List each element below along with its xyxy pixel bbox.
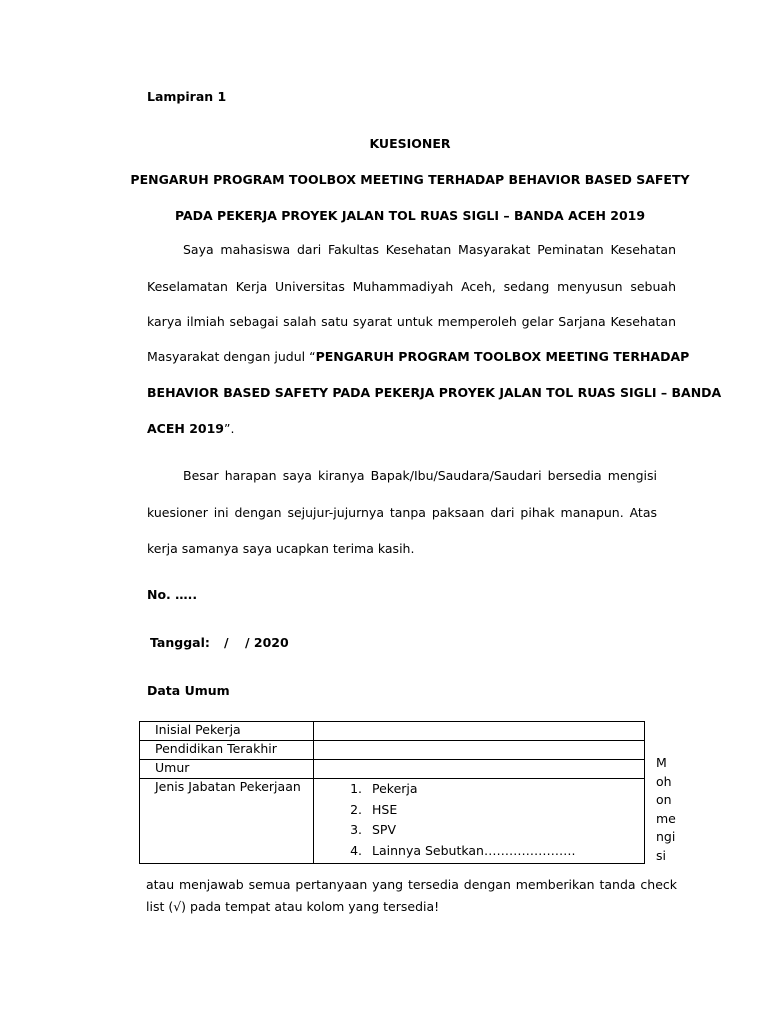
subtitle-line-1: PENGARUH PROGRAM TOOLBOX MEETING TERHADAP BEHAVIOR BASED SAFETY: [130, 172, 690, 187]
side-fragment: oh: [656, 773, 672, 789]
education-field[interactable]: [314, 741, 645, 760]
side-fragment: si: [656, 847, 666, 863]
intro-line-4-text: Masyarakat dengan judul “: [147, 349, 316, 364]
request-line-2: kuesioner ini dengan sejujur-jujurnya tanpa paksaan dari pihak manapun. Atas: [147, 505, 657, 520]
intro-line-2: Keselamatan Kerja Universitas Muhammadiyah Aceh, sedang menyusun sebuah: [147, 279, 676, 294]
general-data-heading: Data Umum: [147, 683, 230, 698]
attachment-label: Lampiran 1: [147, 89, 227, 104]
date-year: / 2020: [245, 635, 289, 650]
job-option-spv[interactable]: 3. SPV: [366, 820, 644, 841]
table-row: [140, 760, 645, 779]
job-options-list: [314, 779, 644, 863]
side-text-fragments: [656, 754, 676, 865]
job-option-other[interactable]: 4. Lainnya Sebutkan………………….: [366, 841, 644, 862]
intro-line-6: [147, 421, 676, 436]
date-label: Tanggal:: [150, 635, 210, 650]
intro-line-3: karya ilmiah sebagai salah satu syarat untuk memperoleh gelar Sarjana Kesehatan: [147, 314, 676, 329]
intro-line-6-end: ”.: [224, 421, 235, 436]
request-line-3: kerja samanya saya ucapkan terima kasih.: [147, 541, 415, 556]
side-fragment: ngi: [656, 829, 676, 844]
side-fragment: me: [656, 810, 676, 826]
subtitle-line-2: PADA PEKERJA PROYEK JALAN TOL RUAS SIGLI – BANDA ACEH 2019: [174, 208, 646, 223]
instruction-line-2: list (√) pada tempat atau kolom yang tersedia!: [146, 899, 440, 914]
side-fragment: M: [656, 755, 667, 770]
job-option-pekerja[interactable]: 1. Pekerja: [366, 779, 644, 800]
side-fragment: on: [656, 792, 672, 807]
table-row: [140, 779, 645, 864]
table-row: [140, 741, 645, 760]
instruction-line-1: atau menjawab semua pertanyaan yang tersedia dengan memberikan tanda check: [146, 877, 677, 892]
intro-line-4: [147, 349, 690, 364]
row-label-job: Jenis Jabatan Pekerjaan: [140, 779, 314, 864]
row-label-education: Pendidikan Terakhir: [140, 741, 314, 760]
job-option-hse[interactable]: 2. HSE: [366, 800, 644, 821]
intro-line-1: Saya mahasiswa dari Fakultas Kesehatan Masyarakat Peminatan Kesehatan: [183, 242, 676, 257]
initial-field[interactable]: [314, 722, 645, 741]
row-label-age: Umur: [140, 760, 314, 779]
research-title-part-3: ACEH 2019: [147, 421, 224, 436]
research-title-part-2: BEHAVIOR BASED SAFETY PADA PEKERJA PROYEK JALAN TOL RUAS SIGLI – BANDA: [147, 385, 722, 400]
respondent-number: No. …..: [147, 587, 198, 602]
job-options-cell: [314, 779, 645, 864]
research-title-part-1: PENGARUH PROGRAM TOOLBOX MEETING TERHADAP: [315, 349, 690, 364]
table-row: [140, 722, 645, 741]
general-data-table: [139, 721, 645, 864]
questionnaire-title: KUESIONER: [369, 136, 451, 151]
age-field[interactable]: [314, 760, 645, 779]
date-slash-1: /: [224, 635, 229, 650]
row-label-initial: Inisial Pekerja: [140, 722, 314, 741]
request-line-1: Besar harapan saya kiranya Bapak/Ibu/Saudara/Saudari bersedia mengisi: [183, 468, 657, 483]
